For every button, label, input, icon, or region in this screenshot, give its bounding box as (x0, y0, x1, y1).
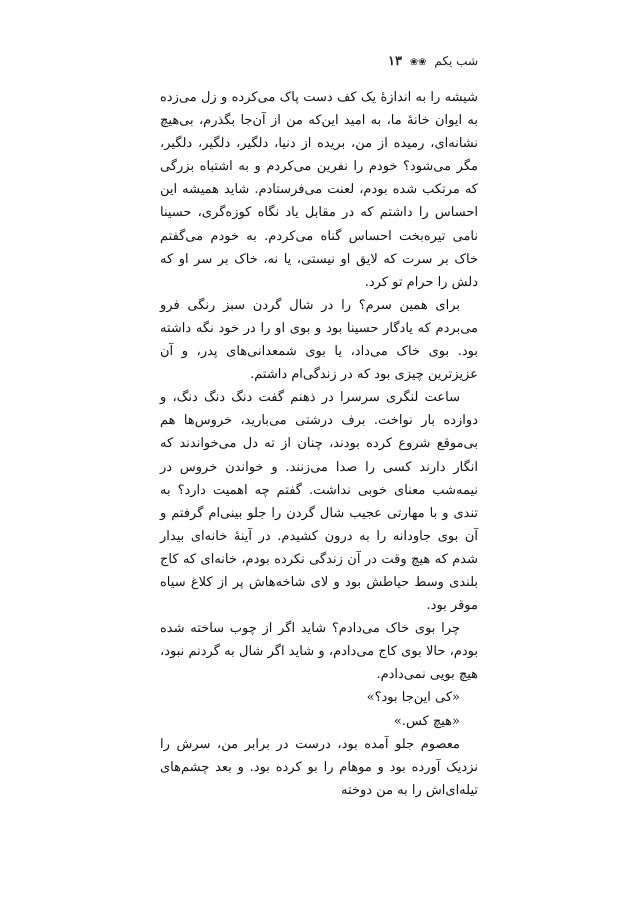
paragraph: ساعت لنگری سرسرا در ذهنم گفت دنگ دنگ دنگ، و دوازده بار نواخت. برف درشتی می‌بارید، خروس‌ها هم بی‌موقع شروع کرده بودند، چنان از ته دل می‌خواندند که انگار دارند کسی را صدا می‌زنند. و خواندن خروس در نیمه‌شب معنای خوبی نداشت. گفتم چه اهمیت دارد؟ به تندی و با مهارتی عجیب شال گردن را جلو بینی‌ام گرفتم و آن بوی جاودانه را به درون کشیدم. در آینهٔ خانه‌ای بیدار شدم که هیچ وقت در آن زندگی نکرده بودم، خانه‌ای که کاج بلندی وسط حیاطش بود و لای شاخه‌هاش پر از کلاغ سیاه موقر بود. (160, 390, 478, 614)
dialog-line: «کی این‌جا بود؟» (366, 690, 460, 706)
paragraph: برای همین سرم؟ را در شال گردن سبز رنگی فرو می‌بردم که یادگار حسینا بود و بوی او را در خود نگه داشته بود. بوی خاک می‌داد، یا بوی شمعدانی‌های پدر، و آن عزیزترین چیزی بود که در زندگی‌ام داشتم. (160, 297, 478, 383)
page-number: ۱۳ (388, 54, 402, 69)
body-text (160, 86, 478, 802)
paragraph: معصوم جلو آمده بود، درست در برابر من، سرش را نزدیک آورده بود و موهام را بو کرده بود. و بعد چشم‌های تیله‌ای‌اش را به من دوخته (160, 736, 478, 798)
paragraph: چرا بوی خاک می‌دادم؟ شاید اگر از چوب ساخته شده بودم، حالا بوی کاج می‌دادم، و شاید اگر شال به گردنم نبود، هیچ بویی نمی‌دادم. (160, 621, 478, 683)
ornament-icon: ❀❀ (409, 57, 427, 68)
running-head (388, 54, 478, 69)
chapter-title: شب یکم (434, 54, 478, 68)
dialog-line: «هیچ کس.» (393, 713, 460, 729)
paragraph: شیشه را به اندازهٔ یک کف دست پاک می‌کرده و زل می‌زده به ایوان خانهٔ ما، به امید این‌که من از آن‌جا بگذرم، بی‌هیچ نشانه‌ای، رمیده از من، بریده از دنیا، دلگیر، دلگیر، دلگیر، مگر می‌شود؟ خودم را نفرین می‌کردم و به اشتباه بزرگی که مرتکب شده بودم، لعنت می‌فرستادم. شاید همیشه این احساس را داشتم که در مقابل یاد نگاه کوزه‌گری، حسینا نامی تیره‌بخت احساس گناه می‌کردم. به خودم می‌گفتم خاک بر سرت که لایق او نیستی، یا نه، خاک بر سر او که دلش را حرام تو کرد. (160, 90, 478, 290)
